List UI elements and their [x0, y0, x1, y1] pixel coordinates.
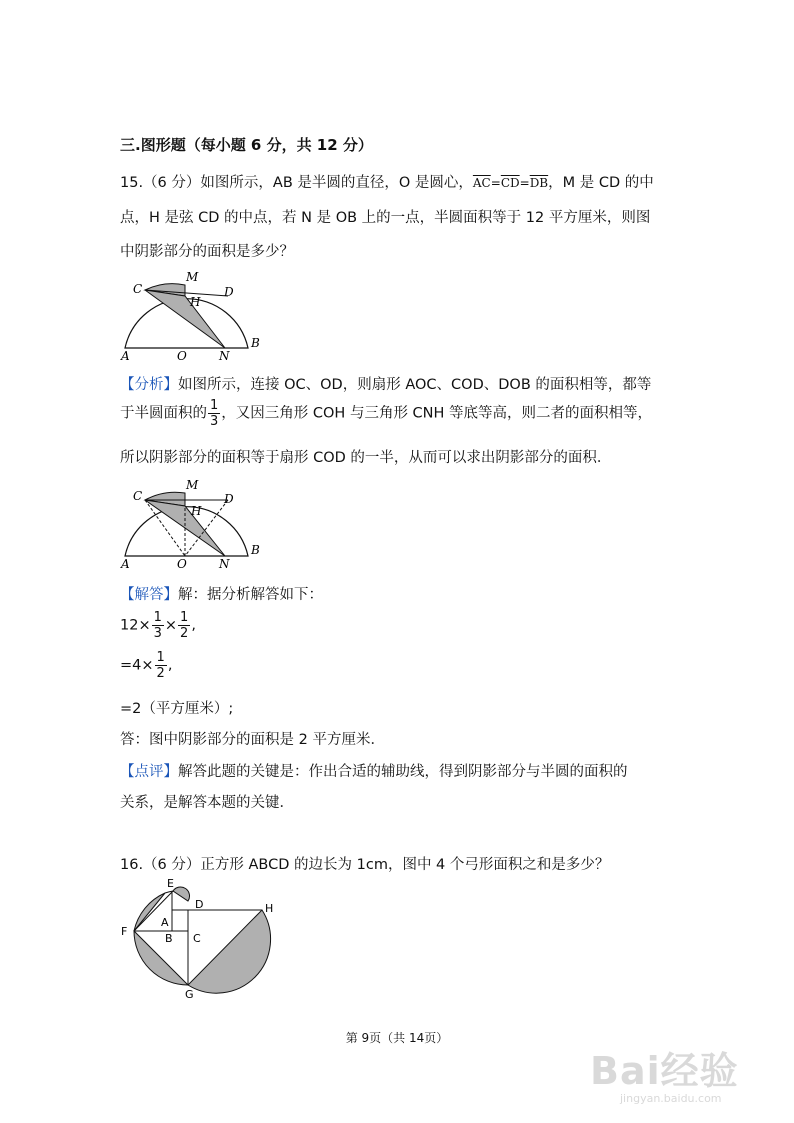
page-footer: 第 9页（共 14页）: [345, 1031, 449, 1045]
watermark-logo: Bai经验: [590, 1049, 739, 1093]
label-c: C: [193, 932, 201, 945]
calc1-times: ×: [138, 617, 151, 634]
calc-line3: =2（平方厘米）;: [120, 701, 234, 717]
label-a: A: [121, 349, 130, 363]
solution-tag: 【解答】: [120, 587, 178, 603]
label-c: C: [133, 282, 143, 296]
frac-num: 1: [153, 610, 162, 625]
semicircle-figure-1: [115, 268, 275, 364]
calc1-frac1: [152, 610, 164, 641]
label-h: H: [191, 504, 202, 518]
analysis-tag: 【分析】: [120, 377, 178, 393]
calc2-times: ×: [141, 657, 154, 674]
semicircle-figure-2: [115, 478, 275, 574]
q15-line1-pre: 15.（6 分）如图所示，AB 是半圆的直径，O 是圆心，: [120, 175, 473, 191]
solution-line1: [120, 583, 323, 604]
label-o: O: [177, 557, 187, 571]
fraction-one-third: [208, 398, 220, 429]
calc1-frac2: [178, 610, 190, 641]
label-b: B: [251, 336, 260, 350]
calc1-end: ,: [191, 617, 196, 634]
label-m: M: [186, 478, 199, 492]
q15-line2: 点，H 是弦 CD 的中点，若 N 是 OB 上的一点，半圆面积等于 12 平方厘米，则图: [120, 210, 651, 226]
frac-den: 2: [180, 626, 189, 641]
calc1-times: ×: [164, 617, 178, 634]
calc1-a: 12: [120, 617, 139, 634]
frac-num: 1: [180, 610, 189, 625]
shaded-triangle: [145, 290, 225, 348]
q15-line3: 中阴影部分的面积是多少？: [120, 244, 294, 260]
frac-den: 3: [153, 626, 162, 641]
label-h: H: [190, 295, 201, 309]
q15-line1: [120, 171, 654, 192]
calc2-frac: [155, 650, 167, 681]
label-g: G: [185, 988, 194, 1001]
comment-line1: [120, 760, 628, 781]
arc-eq-sign: =: [519, 176, 530, 190]
frac-num: 1: [156, 650, 165, 665]
calc-line2: [120, 650, 172, 681]
section-title: 三.图形题（每小题 6 分，共 12 分）: [120, 136, 373, 154]
comment-tag: 【点评】: [120, 764, 178, 780]
label-m: M: [186, 270, 199, 284]
label-c: C: [133, 489, 143, 503]
analysis-text2-post: ，又因三角形 COH 与三角形 CNH 等底等高，则二者的面积相等，: [221, 405, 653, 422]
label-f: F: [121, 925, 128, 938]
analysis-line1: [120, 373, 651, 394]
analysis-line2: [120, 398, 652, 429]
calc2-a: =4: [120, 657, 142, 674]
arc-eq-sign: =: [490, 176, 501, 190]
label-d: D: [195, 898, 204, 911]
frac-num: 1: [210, 398, 219, 413]
q15-line1-post: ，M 是 CD 的中: [548, 175, 654, 191]
calc2-end: ,: [167, 657, 173, 674]
segment-gh: [188, 910, 271, 993]
comment-text1: 解答此题的关键是：作出合适的辅助线，得到阴影部分与半圆的面积的: [178, 764, 628, 780]
analysis-line3: 所以阴影部分的面积等于扇形 COD 的一半，从而可以求出阴影部分的面积．: [120, 450, 612, 466]
q16-line1: 16.（6 分）正方形 ABCD 的边长为 1cm，图中 4 个弓形面积之和是多少？: [120, 857, 610, 873]
label-n: N: [219, 349, 230, 363]
label-d: D: [224, 492, 234, 506]
label-o: O: [177, 349, 187, 363]
answer-line: 答：图中阴影部分的面积是 2 平方厘米．: [120, 732, 385, 748]
analysis-text2-pre: 于半圆面积的: [120, 405, 207, 422]
frac-den: 3: [210, 414, 219, 429]
arc-cd: $\overline{CD}$: [500, 176, 520, 190]
square-circle-figure: [115, 876, 285, 1001]
arc-ac: $\overline{AC}$: [472, 176, 491, 190]
label-h: H: [265, 902, 274, 915]
comment-line2: 关系，是解答本题的关键．: [120, 795, 294, 811]
baidu-watermark: [590, 1040, 780, 1110]
frac-den: 2: [156, 666, 165, 681]
label-d: D: [224, 285, 234, 299]
segment-fg: [134, 931, 188, 985]
label-a: A: [121, 557, 130, 571]
square-abcd: [172, 910, 188, 931]
arc-db: $\overline{DB}$: [529, 176, 549, 190]
watermark-url: jingyan.baidu.com: [620, 1092, 722, 1105]
label-b: B: [165, 932, 173, 945]
calc-line1: [120, 610, 196, 641]
segment-ed: [173, 887, 190, 901]
label-e: E: [167, 877, 174, 890]
label-b: B: [251, 543, 260, 557]
analysis-text1: 如图所示，连接 OC、OD，则扇形 AOC、COD、DOB 的面积相等，都等: [178, 377, 652, 393]
label-a: A: [161, 916, 169, 929]
label-n: N: [219, 557, 230, 571]
arc-equality: [473, 176, 548, 190]
solution-text1: 解：据分析解答如下：: [178, 587, 323, 603]
